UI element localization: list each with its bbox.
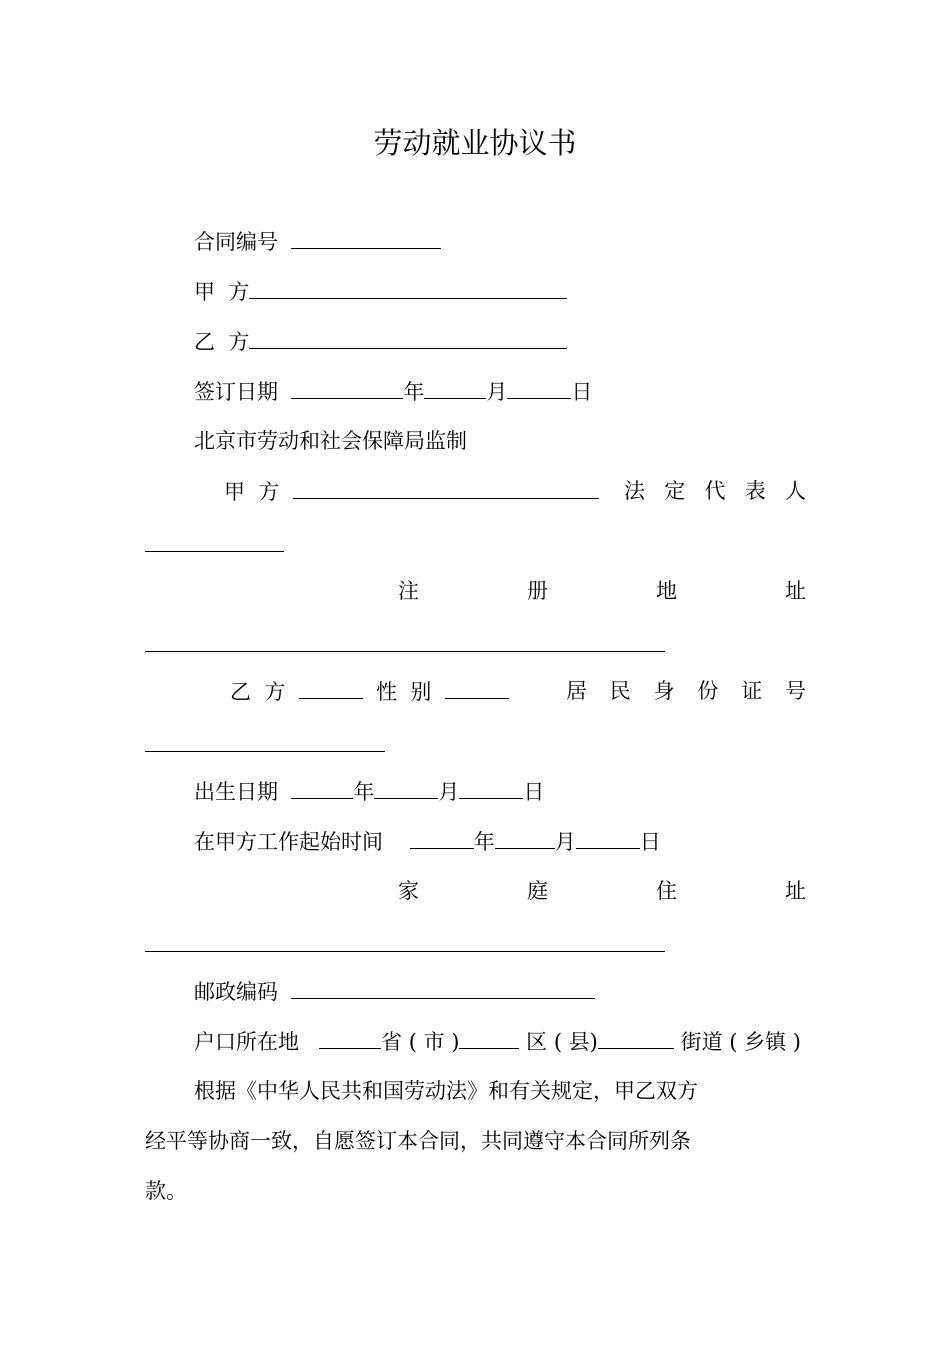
contract-no-row <box>194 228 441 255</box>
work-start-label: 在甲方工作起始时间 <box>194 830 383 854</box>
sign-month-field[interactable] <box>424 378 486 399</box>
home-address-label <box>398 878 806 904</box>
street-field[interactable] <box>598 1028 674 1049</box>
reg-address-field[interactable] <box>145 651 665 652</box>
id-char: 号 <box>784 679 806 703</box>
paragraph-line-3: 款。 <box>145 1179 187 1203</box>
party-b-detail-label: 乙 方 <box>230 680 286 704</box>
party-b-row <box>194 328 567 355</box>
id-char: 身 <box>653 679 675 703</box>
reg-address-char: 址 <box>785 579 806 603</box>
home-address-field[interactable] <box>145 951 665 952</box>
legal-rep-char: 表 <box>744 479 766 503</box>
reg-address-char: 册 <box>527 579 548 603</box>
home-address-char: 住 <box>656 879 677 903</box>
party-b-field[interactable] <box>249 328 567 349</box>
sign-date-row <box>194 378 592 405</box>
month-label: 月 <box>554 830 576 854</box>
page-title: 劳动就业协议书 <box>373 126 577 160</box>
supervisor-text: 北京市劳动和社会保障局监制 <box>194 429 467 453</box>
legal-rep-char: 人 <box>785 479 806 503</box>
home-address-char: 址 <box>785 879 806 903</box>
day-label: 日 <box>571 380 593 404</box>
street-label: 街道 ( 乡镇 ) <box>680 1030 801 1054</box>
id-char: 居 <box>566 679 587 703</box>
postcode-row <box>194 978 595 1005</box>
postcode-label: 邮政编码 <box>194 980 278 1004</box>
party-a-detail-field[interactable] <box>293 478 599 499</box>
district-field[interactable] <box>459 1028 519 1049</box>
birth-day-field[interactable] <box>459 778 523 799</box>
year-label: 年 <box>403 380 425 404</box>
gender-field[interactable] <box>445 678 509 699</box>
id-char: 民 <box>609 679 631 703</box>
legal-rep-label <box>624 478 806 504</box>
legal-rep-field[interactable] <box>145 551 284 552</box>
sign-date-label: 签订日期 <box>194 380 278 404</box>
work-start-row <box>194 828 661 855</box>
birth-date-row <box>194 778 544 805</box>
paragraph-line-2: 经平等协商一致，自愿签订本合同，共同遵守本合同所列条 <box>145 1129 691 1153</box>
party-a-detail-row <box>224 478 599 505</box>
id-char: 证 <box>741 679 763 703</box>
home-address-char: 庭 <box>527 879 548 903</box>
sign-year-field[interactable] <box>291 378 403 399</box>
day-label: 日 <box>639 830 661 854</box>
month-label: 月 <box>486 380 508 404</box>
party-a-detail-label: 甲 方 <box>224 480 280 504</box>
gender-label: 性 别 <box>376 680 432 704</box>
id-number-field[interactable] <box>145 751 385 752</box>
home-address-char: 家 <box>398 879 419 903</box>
legal-rep-char: 法 <box>624 479 645 503</box>
party-a-row <box>194 278 567 305</box>
sign-day-field[interactable] <box>507 378 571 399</box>
district-label: 区 ( 县) <box>526 1030 598 1054</box>
legal-rep-char: 代 <box>704 479 726 503</box>
party-a-field[interactable] <box>249 278 567 299</box>
paragraph-line-1: 根据《中华人民共和国劳动法》和有关规定，甲乙双方 <box>194 1079 698 1103</box>
birth-year-field[interactable] <box>291 778 353 799</box>
work-day-field[interactable] <box>576 828 640 849</box>
hukou-label: 户口所在地 <box>194 1030 299 1054</box>
party-a-label: 甲 方 <box>194 280 250 304</box>
id-number-label <box>566 678 806 704</box>
party-b-detail-row <box>230 678 509 705</box>
work-year-field[interactable] <box>410 828 474 849</box>
legal-rep-char: 定 <box>664 479 686 503</box>
contract-no-field[interactable] <box>291 228 441 249</box>
birth-date-label: 出生日期 <box>194 780 278 804</box>
province-label: 省 ( 市 ) <box>381 1030 460 1054</box>
hukou-row <box>194 1028 801 1055</box>
reg-address-char: 地 <box>656 579 677 603</box>
birth-month-field[interactable] <box>374 778 438 799</box>
id-char: 份 <box>697 679 719 703</box>
month-label: 月 <box>438 780 460 804</box>
contract-no-label: 合同编号 <box>194 230 278 254</box>
reg-address-char: 注 <box>398 579 419 603</box>
province-field[interactable] <box>319 1028 381 1049</box>
party-b-label: 乙 方 <box>194 330 250 354</box>
year-label: 年 <box>353 780 375 804</box>
day-label: 日 <box>523 780 545 804</box>
work-month-field[interactable] <box>495 828 555 849</box>
reg-address-label <box>398 578 806 604</box>
party-b-detail-field[interactable] <box>299 678 363 699</box>
year-label: 年 <box>473 830 495 854</box>
postcode-field[interactable] <box>291 978 595 999</box>
